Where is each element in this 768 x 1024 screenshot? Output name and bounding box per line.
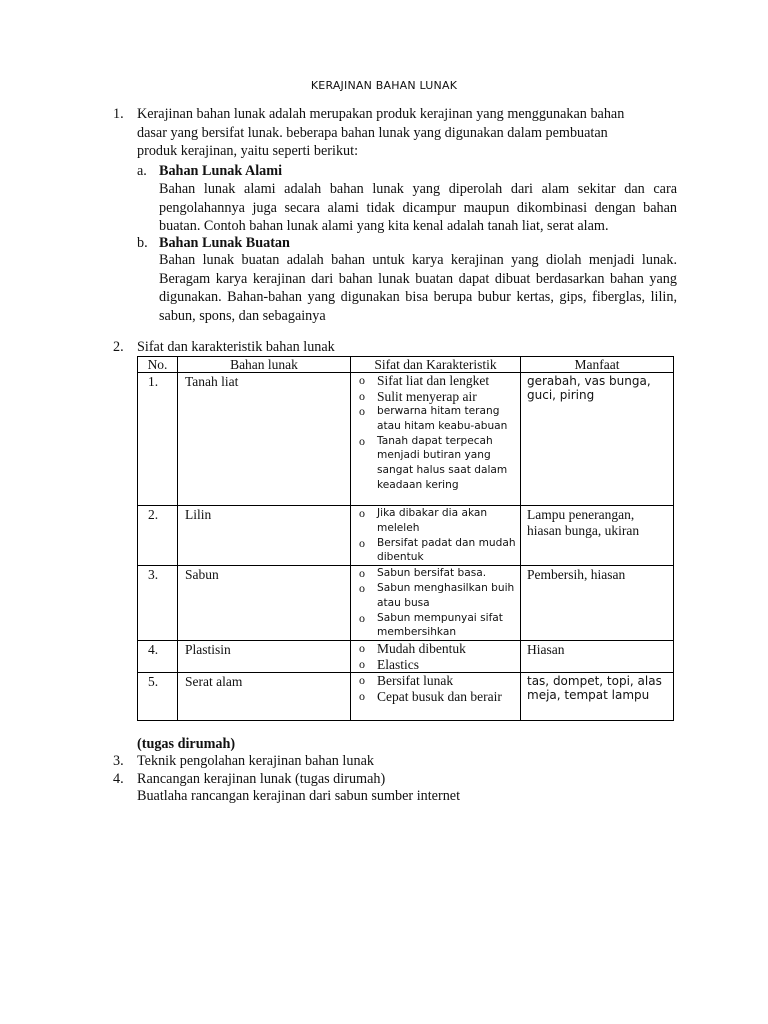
sifat-item: o berwarna hitam terang atau hitam keabu-abuan	[351, 404, 516, 434]
cell-bahan: Sabun	[178, 566, 351, 641]
cell-bahan: Tanah liat	[178, 373, 351, 506]
sifat-item: o Tanah dapat terpecah menjadi butiran yang sangat halus saat dalam keadaan kering	[351, 434, 516, 493]
sifat-item: o Mudah dibentuk	[351, 641, 516, 657]
cell-sifat	[351, 641, 521, 673]
cell-manfaat: Hiasan	[521, 641, 674, 673]
cell-sifat	[351, 673, 521, 721]
sub-a-body: Bahan lunak alami adalah bahan lunak yang diperolah dari alam sekitar dan cara pengolahannya juga secara alami tidak dicampur maupun dikombinasi dengan bahan buatan. Contoh bahan lunak alami yang kita kenal adalah tanah liat, serat alam.	[159, 181, 677, 235]
cell-no: 4.	[138, 641, 178, 673]
homework-label-text: (tugas dirumah)	[137, 736, 236, 752]
header-bahan: Bahan lunak	[178, 357, 351, 373]
sub-b-heading	[159, 234, 290, 253]
table-header-row	[138, 357, 674, 373]
table-row	[138, 373, 674, 506]
sifat-item: o Elastics	[351, 657, 516, 673]
cell-no: 5.	[138, 673, 178, 721]
cell-manfaat: Lampu penerangan, hiasan bunga, ukiran	[521, 506, 674, 566]
cell-no: 3.	[138, 566, 178, 641]
cell-manfaat: gerabah, vas bunga, guci, piring	[521, 373, 674, 506]
sifat-item: o Sabun menghasilkan buih atau busa	[351, 581, 516, 611]
sub-b-heading-text: Bahan Lunak Buatan	[159, 235, 290, 251]
sifat-item: o Sabun mempunyai sifat membersihkan	[351, 611, 516, 641]
cell-bahan: Lilin	[178, 506, 351, 566]
item-4-text: Rancangan kerajinan lunak (tugas dirumah)	[137, 771, 386, 787]
cell-bahan: Plastisin	[178, 641, 351, 673]
cell-manfaat: tas, dompet, topi, alas meja, tempat lampu	[521, 673, 674, 721]
sub-b-marker: b.	[137, 235, 148, 251]
table-row	[138, 641, 674, 673]
cell-manfaat: Pembersih, hiasan	[521, 566, 674, 641]
table-row	[138, 673, 674, 721]
sifat-list	[351, 566, 520, 640]
item-2-text: Sifat dan karakteristik bahan lunak	[137, 339, 335, 355]
header-manfaat: Manfaat	[521, 357, 674, 373]
sifat-list	[351, 673, 520, 704]
cell-sifat	[351, 506, 521, 566]
sub-a-marker: a.	[137, 163, 147, 179]
item-4-number: 4.	[113, 771, 124, 787]
homework-label	[137, 735, 235, 754]
item-1-paragraph	[137, 105, 647, 161]
sifat-item: o Sifat liat dan lengket	[351, 373, 516, 389]
sub-a-heading-text: Bahan Lunak Alami	[159, 163, 283, 179]
table-row	[138, 566, 674, 641]
item-2-number: 2.	[113, 339, 124, 355]
sifat-list	[351, 506, 520, 565]
item-1-lead: Kerajinan bahan lunak adalah	[137, 106, 306, 122]
sifat-item: o Sulit menyerap air	[351, 389, 516, 405]
cell-no: 1.	[138, 373, 178, 506]
table-row	[138, 506, 674, 566]
sifat-item: o Bersifat padat dan mudah dibentuk	[351, 536, 516, 566]
item-3-number: 3.	[113, 753, 124, 769]
characteristics-table	[137, 356, 674, 721]
sifat-item: o Jika dibakar dia akan meleleh	[351, 506, 516, 536]
cell-no: 2.	[138, 506, 178, 566]
cell-sifat	[351, 373, 521, 506]
sub-b-body: Bahan lunak buatan adalah bahan untuk karya kerajinan yang diolah menjadi lunak. Beragam karya kerajinan dari bahan lunak buatan dapat dibuat berdasarkan bahan yang digunakan. Bahan-bahan yang digunakan bisa berupa bubur kertas, gips, fiberglas, lilin, sabun, spons, dan sebagainya	[159, 252, 677, 324]
sifat-item: o Bersifat lunak	[351, 673, 516, 689]
item-1-number: 1.	[113, 106, 124, 122]
document-title: KERAJINAN BAHAN LUNAK	[310, 79, 458, 92]
cell-sifat	[351, 566, 521, 641]
sub-a-heading	[159, 162, 282, 181]
item-3-text: Teknik pengolahan kerajinan bahan lunak	[137, 753, 374, 769]
header-sifat: Sifat dan Karakteristik	[351, 357, 521, 373]
sifat-item: o Sabun bersifat basa.	[351, 566, 516, 581]
sifat-item: o Cepat busuk dan berair	[351, 689, 516, 705]
cell-bahan: Serat alam	[178, 673, 351, 721]
item-1-text: merupakan produk kerajinan yang menggunakan bahan dasar yang bersifat lunak. beberapa bahan lunak yang digunakan dalam pembuatan produk kerajinan, yaitu seperti berikut:	[137, 106, 625, 160]
sifat-list	[351, 641, 520, 672]
table-body	[138, 373, 674, 721]
header-no: No.	[138, 357, 178, 373]
item-4-subtext: Buatlaha rancangan kerajinan dari sabun sumber internet	[137, 788, 461, 804]
sifat-list	[351, 373, 520, 493]
